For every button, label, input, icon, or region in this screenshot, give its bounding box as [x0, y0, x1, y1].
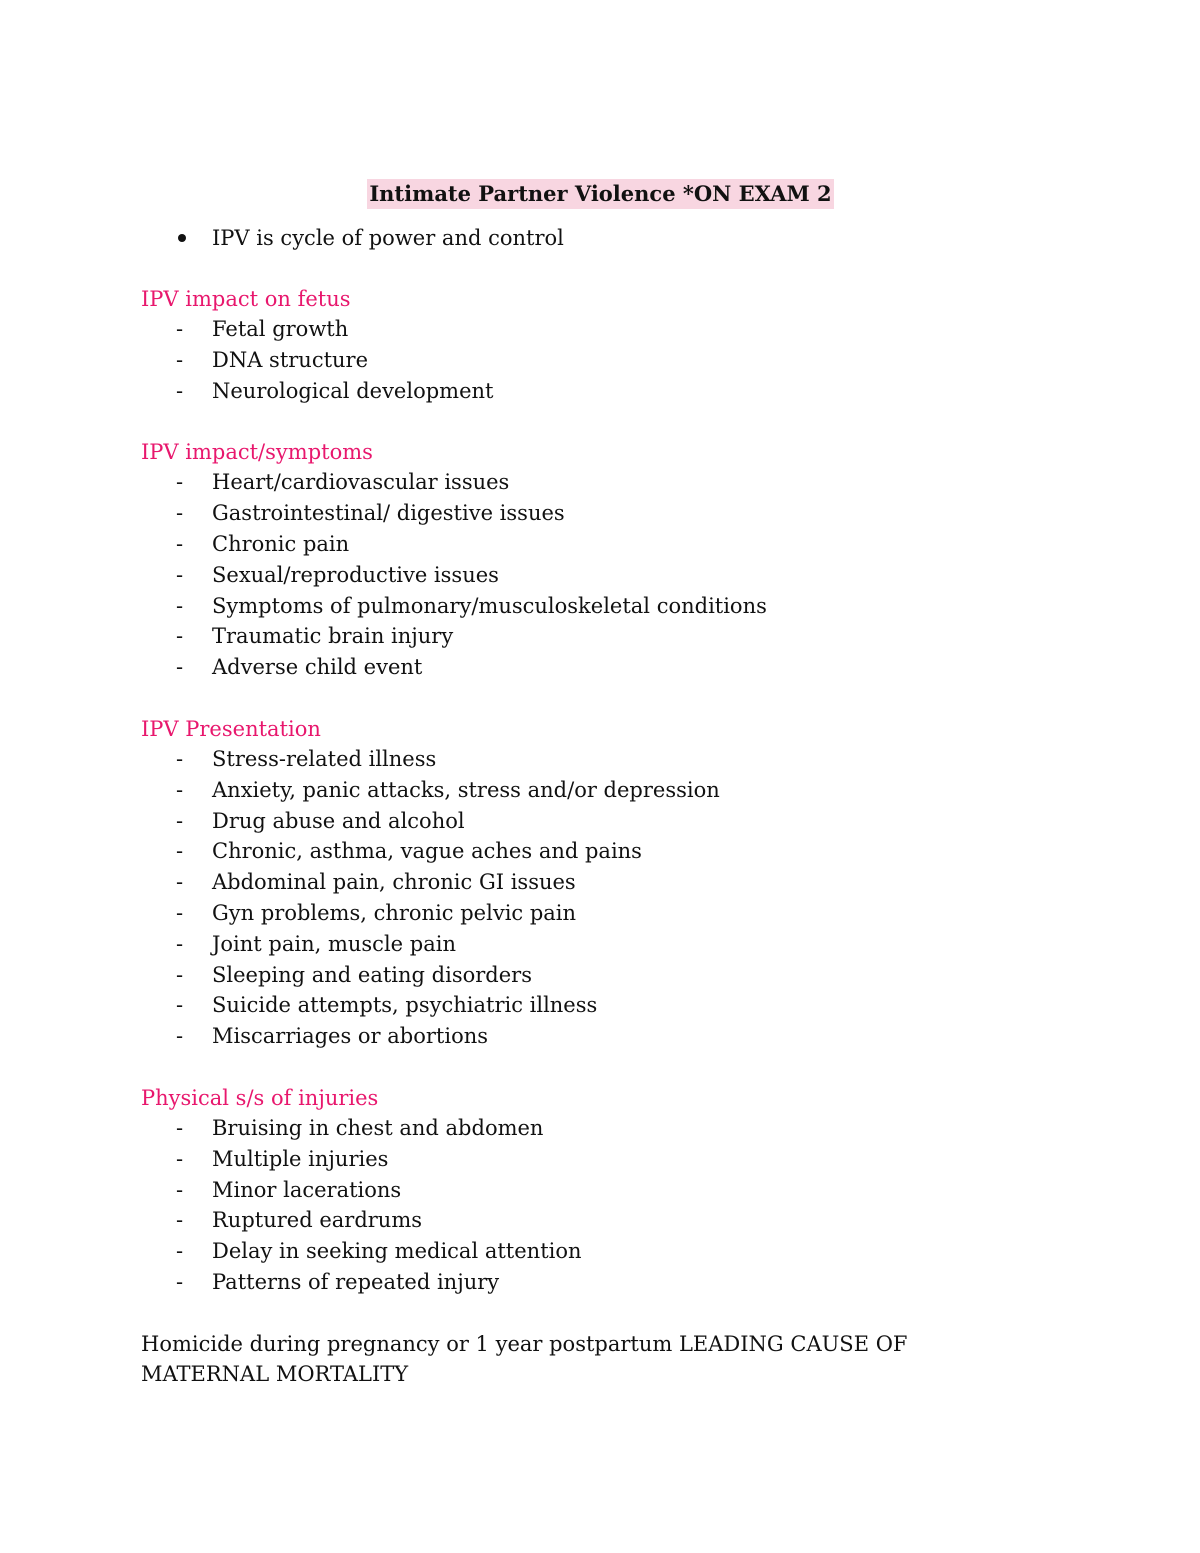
intro-bullet	[178, 223, 1060, 253]
closing-statement: Homicide during pregnancy or 1 year postpartum LEADING CAUSE OF MATERNAL MORTALITY	[141, 1331, 908, 1386]
dash-bullet-icon: -	[176, 808, 184, 833]
dash-bullet-icon: -	[176, 317, 184, 341]
list-item	[141, 744, 1060, 775]
list-item	[141, 1267, 1060, 1298]
list-item-text: Anxiety, panic attacks, stress and/or depression	[212, 777, 720, 802]
list-item-text: Sexual/reproductive issues	[212, 562, 499, 587]
list-item-text: Heart/cardiovascular issues	[212, 470, 510, 495]
list-item-text: Symptoms of pulmonary/musculoskeletal conditions	[212, 593, 767, 618]
list-item	[141, 591, 1060, 622]
list-item	[141, 1175, 1060, 1206]
list-item	[141, 929, 1060, 960]
dash-bullet-icon: -	[176, 931, 184, 956]
dash-bullet-icon: -	[176, 993, 184, 1018]
dash-bullet-icon: -	[176, 470, 184, 495]
list-item	[141, 1205, 1060, 1236]
list-item	[141, 560, 1060, 591]
dash-bullet-icon: -	[176, 347, 184, 372]
section-list	[141, 467, 1060, 683]
list-item-text: Patterns of repeated injury	[212, 1269, 500, 1294]
list-item	[141, 1236, 1060, 1267]
list-item-text: Neurological development	[212, 378, 494, 403]
list-item-text: Joint pain, muscle pain	[212, 931, 456, 956]
dash-bullet-icon: -	[176, 1115, 184, 1140]
title-wrapper	[141, 178, 1060, 210]
list-item-text: Chronic pain	[212, 531, 350, 556]
section-heading: Physical s/s of injuries	[141, 1085, 379, 1110]
list-item-text: Stress-related illness	[212, 746, 437, 771]
section-list	[141, 744, 1060, 1052]
dash-bullet-icon: -	[176, 1146, 184, 1171]
dash-bullet-icon: -	[176, 378, 184, 403]
list-item-text: Abdominal pain, chronic GI issues	[212, 870, 576, 895]
dash-bullet-icon: -	[176, 593, 184, 618]
list-item	[141, 467, 1060, 498]
list-item	[141, 806, 1060, 837]
list-item	[141, 529, 1060, 560]
dash-bullet-icon: -	[176, 1239, 184, 1264]
list-item	[141, 376, 1060, 407]
list-item	[141, 990, 1060, 1021]
list-item-text: Gyn problems, chronic pelvic pain	[212, 900, 577, 925]
dash-bullet-icon: -	[176, 962, 184, 987]
section-heading: IPV impact on fetus	[141, 287, 351, 311]
list-item-text: Drug abuse and alcohol	[212, 808, 465, 833]
list-item	[141, 621, 1060, 652]
list-item-text: Adverse child event	[212, 655, 423, 680]
dash-bullet-icon: -	[176, 562, 184, 587]
dash-bullet-icon: -	[176, 1269, 184, 1294]
dash-bullet-icon: -	[176, 501, 184, 526]
sections-container	[141, 284, 1060, 1298]
dash-bullet-icon: -	[176, 624, 184, 649]
section-heading: IPV Presentation	[141, 716, 321, 741]
list-item	[141, 345, 1060, 376]
list-item-text: Traumatic brain injury	[212, 624, 454, 649]
dash-bullet-icon: -	[176, 900, 184, 925]
list-item	[141, 898, 1060, 929]
dash-bullet-icon: -	[176, 1208, 184, 1233]
dash-bullet-icon: -	[176, 1024, 184, 1049]
list-item-text: DNA structure	[212, 347, 369, 372]
list-item	[141, 1144, 1060, 1175]
dash-bullet-icon: -	[176, 746, 184, 771]
dash-bullet-icon: -	[176, 870, 184, 895]
section-heading: IPV impact/symptoms	[141, 440, 373, 465]
page-title: Intimate Partner Violence *ON EXAM 2	[367, 179, 833, 209]
list-item	[141, 652, 1060, 683]
list-item	[141, 867, 1060, 898]
list-item-text: Gastrointestinal/ digestive issues	[212, 501, 565, 526]
list-item-text: Multiple injuries	[212, 1146, 389, 1171]
list-item	[141, 960, 1060, 991]
list-item-text: Bruising in chest and abdomen	[212, 1115, 544, 1140]
section-list	[141, 1113, 1060, 1298]
dash-bullet-icon: -	[176, 1177, 184, 1202]
list-item-text: Sleeping and eating disorders	[212, 962, 532, 987]
list-item-text: Suicide attempts, psychiatric illness	[212, 993, 598, 1018]
dash-bullet-icon: -	[176, 655, 184, 680]
list-item-text: Minor lacerations	[212, 1177, 402, 1202]
list-item	[141, 314, 1060, 345]
intro-bullet-text: IPV is cycle of power and control	[212, 226, 564, 250]
list-item-text: Ruptured eardrums	[212, 1208, 423, 1233]
list-item-text: Miscarriages or abortions	[212, 1024, 489, 1049]
list-item-text: Chronic, asthma, vague aches and pains	[212, 839, 642, 864]
list-item-text: Delay in seeking medical attention	[212, 1239, 582, 1264]
list-item	[141, 1113, 1060, 1144]
list-item	[141, 498, 1060, 529]
dash-bullet-icon: -	[176, 531, 184, 556]
dash-bullet-icon: -	[176, 839, 184, 864]
bullet-dot-icon	[178, 234, 186, 242]
dash-bullet-icon: -	[176, 777, 184, 802]
list-item	[141, 836, 1060, 867]
section-list	[141, 314, 1060, 406]
list-item	[141, 1021, 1060, 1052]
list-item-text: Fetal growth	[212, 317, 349, 341]
list-item	[141, 775, 1060, 806]
